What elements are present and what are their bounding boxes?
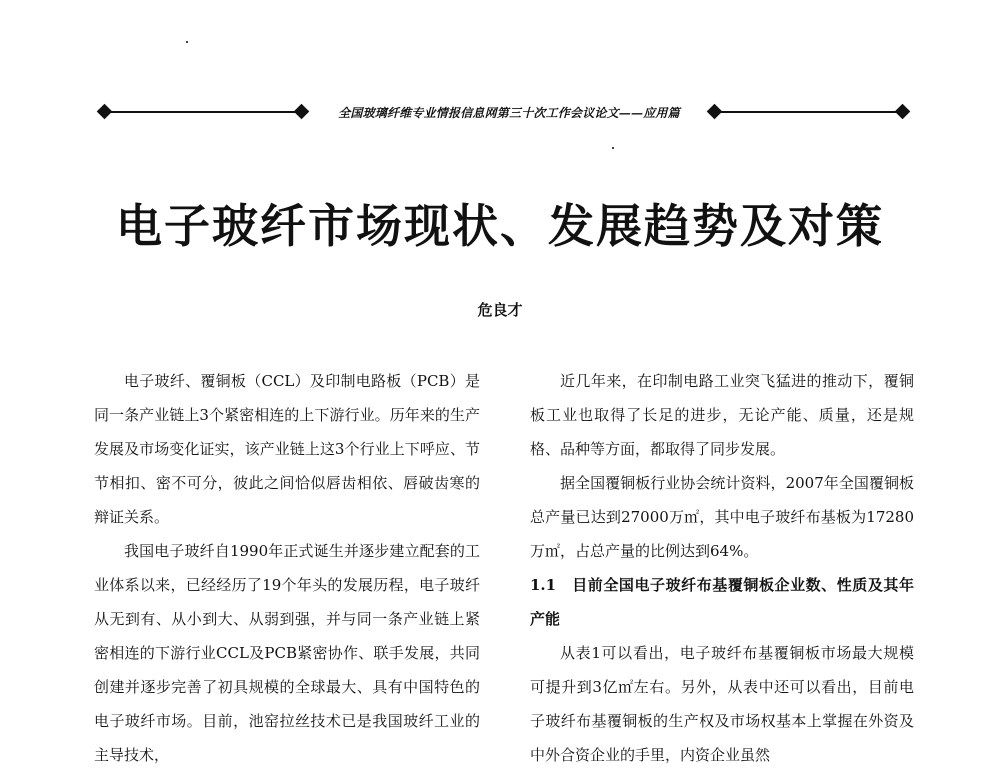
running-header bbox=[96, 99, 910, 125]
speck bbox=[186, 41, 188, 43]
paragraph: 电子玻纤、覆铜板（CCL）及印制电路板（PCB）是同一条产业链上3个紧密相连的上下游行业。历年来的生产发展及市场变化证实，该产业链上这3个行业上下呼应、节节相扣、密不可分，彼此之间恰似唇齿相依、唇破齿寒的辩证关系。 bbox=[94, 372, 480, 526]
speck bbox=[612, 147, 614, 149]
paragraph: 我国电子玻纤自1990年正式诞生并逐步建立配套的工业体系以来，已经经历了19个年头的发展历程，电子玻纤从无到有、从小到大、从弱到强，并与同一条产业链上紧密相连的下游行业CCL及PCB紧密协作、联手发展，共同创建并逐步完善了初具规模的全球最大、具有中国特色的电子玻纤市场。目前，池窑拉丝技术已是我国玻纤工业的主导技术， bbox=[94, 542, 480, 764]
article-author: 危良才 bbox=[477, 301, 523, 319]
paragraph: 近几年来，在印制电路工业突飞猛进的推动下，覆铜板工业也取得了长足的进步，无论产能、质量，还是规格、品种等方面，都取得了同步发展。 bbox=[530, 372, 914, 458]
header-rule-right bbox=[714, 111, 902, 113]
left-column bbox=[94, 364, 480, 772]
diamond-ornament-icon bbox=[294, 104, 310, 120]
right-column bbox=[530, 364, 914, 772]
paragraph: 据全国覆铜板行业协会统计资料，2007年全国覆铜板总产量已达到27000万㎡，其中电子玻纤布基板为17280万㎡，占总产量的比例达到64%。 bbox=[530, 474, 914, 560]
article-title: 电子玻纤市场现状、发展趋势及对策 bbox=[116, 199, 884, 253]
diamond-ornament-icon bbox=[895, 104, 911, 120]
header-rule-left bbox=[104, 111, 300, 113]
section-heading: 1.1 目前全国电子玻纤布基覆铜板企业数、性质及其年产能 bbox=[530, 576, 914, 628]
header-text: 全国玻璃纤维专业情报信息网第三十次工作会议论文——应用篇 bbox=[338, 106, 680, 120]
paragraph: 从表1可以看出，电子玻纤布基覆铜板市场最大规模可提升到3亿㎡左右。另外，从表中还可以看出，目前电子玻纤布基覆铜板的生产权及市场权基本上掌握在外资及中外合资企业的手里，内资企业虽然 bbox=[530, 644, 914, 764]
